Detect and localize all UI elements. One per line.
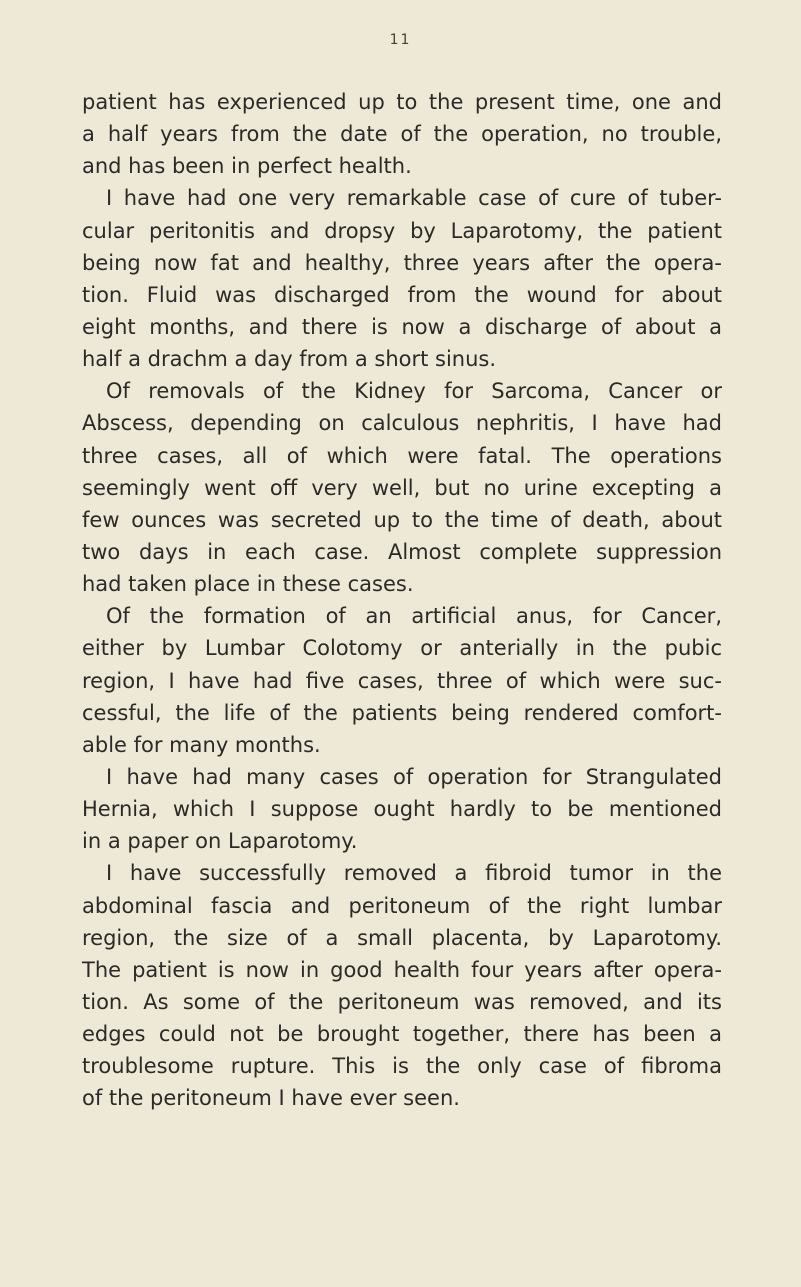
text-line: of the peritoneum I have ever seen. xyxy=(82,1086,460,1111)
text-line: a half years from the date of the operation, no trouble, xyxy=(82,122,722,147)
text-line: either by Lumbar Colotomy or anterially in the pubic xyxy=(82,636,722,661)
text-line: cular peritonitis and dropsy by Laparotomy, the patient xyxy=(82,218,722,243)
text-line: edges could not be brought together, there has been a xyxy=(82,1022,722,1047)
text-line: few ounces was secreted up to the time of death, about xyxy=(82,507,722,532)
text-line: three cases, all of which were fatal. The operations xyxy=(82,443,722,468)
text-line: in a paper on Laparotomy. xyxy=(82,829,358,854)
text-line: half a drachm a day from a short sinus. xyxy=(82,347,497,372)
text-line: and has been in perfect health. xyxy=(82,154,412,179)
text-line: tion. Fluid was discharged from the wound for about xyxy=(82,282,722,307)
text-line: two days in each case. Almost complete suppression xyxy=(82,539,722,564)
text-line: seemingly went off very well, but no urine excepting a xyxy=(82,475,722,500)
text-line: Of the formation of an artificial anus, for Cancer, xyxy=(106,604,722,629)
text-line: Hernia, which I suppose ought hardly to be mentioned xyxy=(82,797,722,822)
text-line: tion. As some of the peritoneum was removed, and its xyxy=(82,989,722,1014)
text-line: I have successfully removed a fibroid tumor in the xyxy=(106,861,722,886)
text-line: troublesome rupture. This is the only case of fibroma xyxy=(82,1054,722,1079)
text-line: Of removals of the Kidney for Sarcoma, Cancer or xyxy=(106,379,722,404)
body-text xyxy=(82,86,722,1115)
page-number: 11 xyxy=(389,32,412,48)
text-line: had taken place in these cases. xyxy=(82,572,414,597)
text-line: I have had one very remarkable case of cure of tuber- xyxy=(106,186,722,211)
text-line: region, the size of a small placenta, by Laparotomy. xyxy=(82,925,722,950)
text-line: cessful, the life of the patients being rendered comfort- xyxy=(82,700,722,725)
text-line: abdominal fascia and peritoneum of the right lumbar xyxy=(82,893,722,918)
text-line: I have had many cases of operation for Strangulated xyxy=(106,764,722,789)
text-line: The patient is now in good health four years after opera- xyxy=(82,957,722,982)
text-line: eight months, and there is now a discharge of about a xyxy=(82,314,722,339)
text-line: region, I have had five cases, three of which were suc- xyxy=(82,668,722,693)
text-line: being now fat and healthy, three years after the opera- xyxy=(82,250,722,275)
text-line: Abscess, depending on calculous nephritis, I have had xyxy=(82,411,722,436)
text-line: able for many months. xyxy=(82,732,321,757)
text-line: patient has experienced up to the present time, one and xyxy=(82,90,722,114)
